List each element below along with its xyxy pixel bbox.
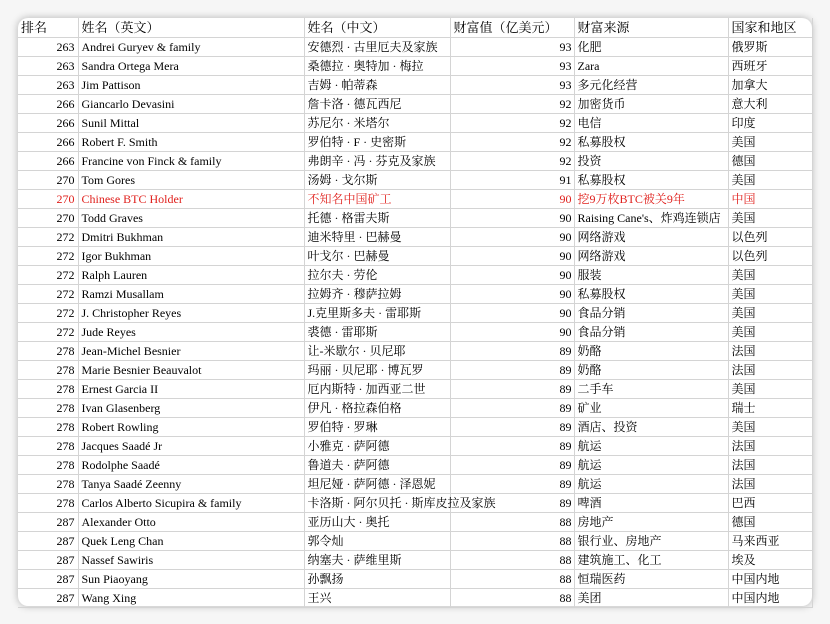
cell-name-zh[interactable]: 裘德 · 雷耶斯 [304,323,450,342]
cell-rank[interactable]: 287 [18,532,78,551]
cell-source[interactable]: 酒店、投资 [574,418,728,437]
cell-name-zh[interactable]: 让-米歇尔 · 贝尼耶 [304,342,450,361]
cell-name-en[interactable]: Chinese BTC Holder [78,190,304,209]
cell-source[interactable]: 航运 [574,456,728,475]
cell-rank[interactable]: 270 [18,171,78,190]
cell-rank[interactable]: 263 [18,38,78,57]
cell-name-en[interactable]: Rodolphe Saadé [78,456,304,475]
cell-name-zh[interactable]: 小雅克 · 萨阿德 [304,437,450,456]
cell-source[interactable]: 房地产 [574,513,728,532]
cell-country[interactable]: 德国 [728,513,812,532]
table-row [18,532,812,551]
cell-source[interactable]: 服装 [574,266,728,285]
cell-name-zh[interactable]: 吉姆 · 帕蒂森 [304,76,450,95]
cell-country[interactable]: 法国 [728,342,812,361]
cell-name-zh[interactable]: 安德烈 · 古里厄夫及家族 [304,38,450,57]
cell-wealth[interactable]: 88 [450,532,574,551]
table-row [18,589,812,608]
cell-rank[interactable]: 287 [18,570,78,589]
cell-wealth[interactable]: 90 [450,228,574,247]
cell-country[interactable]: 中国内地 [728,589,812,608]
table-row [18,304,812,323]
table-row [18,38,812,57]
cell-wealth[interactable]: 89 [450,475,574,494]
cell-rank[interactable]: 287 [18,551,78,570]
cell-country[interactable]: 美国 [728,285,812,304]
cell-name-zh[interactable]: 罗伯特 · F · 史密斯 [304,133,450,152]
cell-source[interactable]: 电信 [574,114,728,133]
cell-wealth[interactable]: 89 [450,456,574,475]
cell-country[interactable]: 法国 [728,475,812,494]
cell-rank[interactable]: 266 [18,95,78,114]
table-row [18,437,812,456]
cell-source[interactable]: 网络游戏 [574,247,728,266]
table-row [18,399,812,418]
cell-source[interactable]: 银行业、房地产 [574,532,728,551]
cell-source[interactable]: 美团 [574,589,728,608]
cell-rank[interactable]: 266 [18,152,78,171]
cell-rank[interactable]: 272 [18,323,78,342]
cell-name-zh[interactable]: 孙飘扬 [304,570,450,589]
table-row [18,114,812,133]
cell-name-en[interactable]: Jude Reyes [78,323,304,342]
table-row [18,570,812,589]
cell-name-en[interactable]: Ramzi Musallam [78,285,304,304]
cell-rank[interactable]: 263 [18,57,78,76]
cell-name-en[interactable]: Alexander Otto [78,513,304,532]
cell-source[interactable]: 建筑施工、化工 [574,551,728,570]
cell-name-zh[interactable]: 弗朗辛 · 冯 · 芬克及家族 [304,152,450,171]
cell-country[interactable]: 法国 [728,437,812,456]
cell-source[interactable]: 奶酪 [574,361,728,380]
cell-source[interactable]: 食品分销 [574,323,728,342]
cell-source[interactable]: 航运 [574,475,728,494]
cell-name-zh[interactable]: 拉姆齐 · 穆萨拉姆 [304,285,450,304]
cell-source[interactable]: 私募股权 [574,171,728,190]
cell-name-zh[interactable]: 玛丽 · 贝尼耶 · 博瓦罗 [304,361,450,380]
cell-country[interactable]: 西班牙 [728,57,812,76]
header-name-zh[interactable]: 姓名（中文） [304,18,450,38]
cell-country[interactable]: 俄罗斯 [728,38,812,57]
table-row [18,76,812,95]
cell-source[interactable]: 恒瑞医药 [574,570,728,589]
cell-name-en[interactable]: Jean-Michel Besnier [78,342,304,361]
cell-source[interactable]: 私募股权 [574,133,728,152]
table-row [18,171,812,190]
cell-country[interactable]: 美国 [728,171,812,190]
cell-name-en[interactable]: Robert F. Smith [78,133,304,152]
cell-name-en[interactable]: Sun Piaoyang [78,570,304,589]
table-row [18,380,812,399]
cell-name-zh[interactable]: 拉尔夫 · 劳伦 [304,266,450,285]
cell-source[interactable]: 啤酒 [574,494,728,513]
cell-wealth[interactable]: 89 [450,399,574,418]
cell-wealth[interactable]: 91 [450,171,574,190]
cell-rank[interactable]: 266 [18,114,78,133]
cell-rank[interactable]: 272 [18,285,78,304]
table-row [18,323,812,342]
billionaire-table [18,18,813,608]
cell-name-zh[interactable]: 伊凡 · 格拉森伯格 [304,399,450,418]
cell-wealth[interactable]: 90 [450,323,574,342]
cell-name-en[interactable]: Tom Gores [78,171,304,190]
cell-wealth[interactable]: 89 [450,380,574,399]
cell-country[interactable]: 加拿大 [728,76,812,95]
cell-wealth[interactable]: 92 [450,152,574,171]
cell-wealth[interactable]: 90 [450,190,574,209]
cell-wealth[interactable]: 92 [450,114,574,133]
cell-name-zh[interactable]: 厄内斯特 · 加西亚二世 [304,380,450,399]
table-row [18,475,812,494]
cell-country[interactable]: 美国 [728,323,812,342]
cell-name-zh[interactable]: 叶戈尔 · 巴赫曼 [304,247,450,266]
cell-source[interactable]: 二手车 [574,380,728,399]
cell-source[interactable]: 挖9万枚BTC被关9年 [574,190,728,209]
cell-name-zh[interactable]: 罗伯特 · 罗琳 [304,418,450,437]
cell-name-zh[interactable]: 鲁道夫 · 萨阿德 [304,456,450,475]
cell-rank[interactable]: 287 [18,513,78,532]
cell-country[interactable]: 印度 [728,114,812,133]
cell-country[interactable]: 美国 [728,304,812,323]
cell-rank[interactable]: 263 [18,76,78,95]
table-row [18,190,812,209]
cell-source[interactable]: 矿业 [574,399,728,418]
cell-name-zh[interactable]: 卡洛斯 · 阿尔贝托 · 斯库皮拉及家族 [304,494,450,513]
cell-rank[interactable]: 270 [18,209,78,228]
table-row [18,95,812,114]
cell-rank[interactable]: 272 [18,266,78,285]
cell-country[interactable]: 中国内地 [728,570,812,589]
cell-name-zh[interactable]: 汤姆 · 戈尔斯 [304,171,450,190]
header-wealth[interactable]: 财富值（亿美元） [450,18,574,38]
table-row [18,228,812,247]
cell-rank[interactable]: 278 [18,494,78,513]
cell-wealth[interactable]: 93 [450,38,574,57]
header-row [18,18,812,38]
cell-wealth[interactable]: 90 [450,266,574,285]
cell-wealth[interactable]: 88 [450,513,574,532]
cell-wealth[interactable]: 89 [450,437,574,456]
cell-name-zh[interactable]: 纳塞夫 · 萨维里斯 [304,551,450,570]
cell-source[interactable]: 网络游戏 [574,228,728,247]
cell-rank[interactable]: 278 [18,475,78,494]
cell-name-en[interactable]: Marie Besnier Beauvalot [78,361,304,380]
cell-source[interactable]: Raising Cane's、炸鸡连锁店 [574,209,728,228]
cell-country[interactable]: 马来西亚 [728,532,812,551]
cell-name-en[interactable]: Todd Graves [78,209,304,228]
cell-name-en[interactable]: Sunil Mittal [78,114,304,133]
table-row [18,285,812,304]
cell-name-en[interactable]: Andrei Guryev & family [78,38,304,57]
table-row [18,551,812,570]
cell-source[interactable]: Zara [574,57,728,76]
cell-country[interactable]: 瑞士 [728,399,812,418]
cell-country[interactable]: 法国 [728,361,812,380]
cell-source[interactable]: 化肥 [574,38,728,57]
table-row [18,133,812,152]
cell-source[interactable]: 加密货币 [574,95,728,114]
cell-country[interactable]: 埃及 [728,551,812,570]
cell-name-zh[interactable]: 托德 · 格雷夫斯 [304,209,450,228]
cell-name-en[interactable]: Ivan Glasenberg [78,399,304,418]
cell-name-en[interactable]: Dmitri Bukhman [78,228,304,247]
cell-name-zh[interactable]: 苏尼尔 · 米塔尔 [304,114,450,133]
cell-source[interactable]: 投资 [574,152,728,171]
table-body [18,38,812,608]
cell-wealth[interactable]: 88 [450,551,574,570]
cell-wealth[interactable]: 89 [450,494,574,513]
cell-wealth[interactable]: 89 [450,418,574,437]
cell-name-zh[interactable]: 詹卡洛 · 德瓦西尼 [304,95,450,114]
cell-name-en[interactable]: Tanya Saadé Zeenny [78,475,304,494]
cell-wealth[interactable]: 88 [450,589,574,608]
cell-wealth[interactable]: 92 [450,95,574,114]
cell-name-en[interactable]: Wang Xing [78,589,304,608]
cell-country[interactable]: 美国 [728,266,812,285]
cell-country[interactable]: 中国 [728,190,812,209]
cell-rank[interactable]: 272 [18,247,78,266]
cell-name-en[interactable]: Sandra Ortega Mera [78,57,304,76]
table-row [18,418,812,437]
cell-country[interactable]: 德国 [728,152,812,171]
cell-name-zh[interactable]: 亚历山大 · 奥托 [304,513,450,532]
cell-name-zh[interactable]: 王兴 [304,589,450,608]
cell-name-en[interactable]: Carlos Alberto Sicupira & family [78,494,304,513]
cell-name-en[interactable]: Jim Pattison [78,76,304,95]
table-row [18,152,812,171]
cell-wealth[interactable]: 90 [450,209,574,228]
table-row [18,456,812,475]
cell-country[interactable]: 法国 [728,456,812,475]
cell-wealth[interactable]: 89 [450,342,574,361]
cell-name-zh[interactable]: 迪米特里 · 巴赫曼 [304,228,450,247]
cell-rank[interactable]: 272 [18,304,78,323]
cell-rank[interactable]: 272 [18,228,78,247]
cell-rank[interactable]: 278 [18,437,78,456]
cell-name-en[interactable]: J. Christopher Reyes [78,304,304,323]
cell-rank[interactable]: 270 [18,190,78,209]
cell-country[interactable]: 以色列 [728,228,812,247]
cell-country[interactable]: 美国 [728,133,812,152]
cell-rank[interactable]: 278 [18,380,78,399]
cell-name-en[interactable]: Robert Rowling [78,418,304,437]
table-row [18,247,812,266]
cell-source[interactable]: 奶酪 [574,342,728,361]
cell-country[interactable]: 以色列 [728,247,812,266]
cell-rank[interactable]: 287 [18,589,78,608]
cell-name-en[interactable]: Nassef Sawiris [78,551,304,570]
header-source[interactable]: 财富来源 [574,18,728,38]
cell-rank[interactable]: 266 [18,133,78,152]
cell-rank[interactable]: 278 [18,456,78,475]
header-country[interactable]: 国家和地区 [728,18,812,38]
cell-wealth[interactable]: 90 [450,247,574,266]
cell-name-en[interactable]: Francine von Finck & family [78,152,304,171]
cell-wealth[interactable]: 88 [450,570,574,589]
table-row [18,209,812,228]
cell-name-zh[interactable]: 不知名中国矿工 [304,190,450,209]
table-row [18,513,812,532]
cell-name-en[interactable]: Igor Bukhman [78,247,304,266]
cell-wealth[interactable]: 90 [450,304,574,323]
cell-name-zh[interactable]: J.克里斯多夫 · 雷耶斯 [304,304,450,323]
cell-source[interactable]: 航运 [574,437,728,456]
cell-country[interactable]: 美国 [728,380,812,399]
cell-wealth[interactable]: 92 [450,133,574,152]
table-row [18,266,812,285]
cell-country[interactable]: 巴西 [728,494,812,513]
cell-name-zh[interactable]: 坦尼娅 · 萨阿德 · 泽恩妮 [304,475,450,494]
table-row [18,342,812,361]
cell-name-en[interactable]: Quek Leng Chan [78,532,304,551]
header-name-en[interactable]: 姓名（英文） [78,18,304,38]
cell-wealth[interactable]: 90 [450,285,574,304]
cell-name-zh[interactable]: 桑德拉 · 奥特加 · 梅拉 [304,57,450,76]
cell-wealth[interactable]: 93 [450,76,574,95]
cell-country[interactable]: 美国 [728,209,812,228]
cell-name-zh[interactable]: 郭令灿 [304,532,450,551]
cell-name-en[interactable]: Ernest Garcia II [78,380,304,399]
cell-wealth[interactable]: 93 [450,57,574,76]
cell-rank[interactable]: 278 [18,418,78,437]
header-rank[interactable]: 排名 [18,18,78,38]
cell-rank[interactable]: 278 [18,361,78,380]
table-row [18,361,812,380]
spreadsheet [18,18,812,606]
cell-name-en[interactable]: Giancarlo Devasini [78,95,304,114]
cell-source[interactable]: 食品分销 [574,304,728,323]
cell-country[interactable]: 美国 [728,418,812,437]
cell-country[interactable]: 意大利 [728,95,812,114]
table-row [18,57,812,76]
table-row [18,494,812,513]
cell-name-en[interactable]: Ralph Lauren [78,266,304,285]
cell-wealth[interactable]: 89 [450,361,574,380]
cell-source[interactable]: 多元化经营 [574,76,728,95]
cell-source[interactable]: 私募股权 [574,285,728,304]
cell-rank[interactable]: 278 [18,399,78,418]
cell-rank[interactable]: 278 [18,342,78,361]
cell-name-en[interactable]: Jacques Saadé Jr [78,437,304,456]
